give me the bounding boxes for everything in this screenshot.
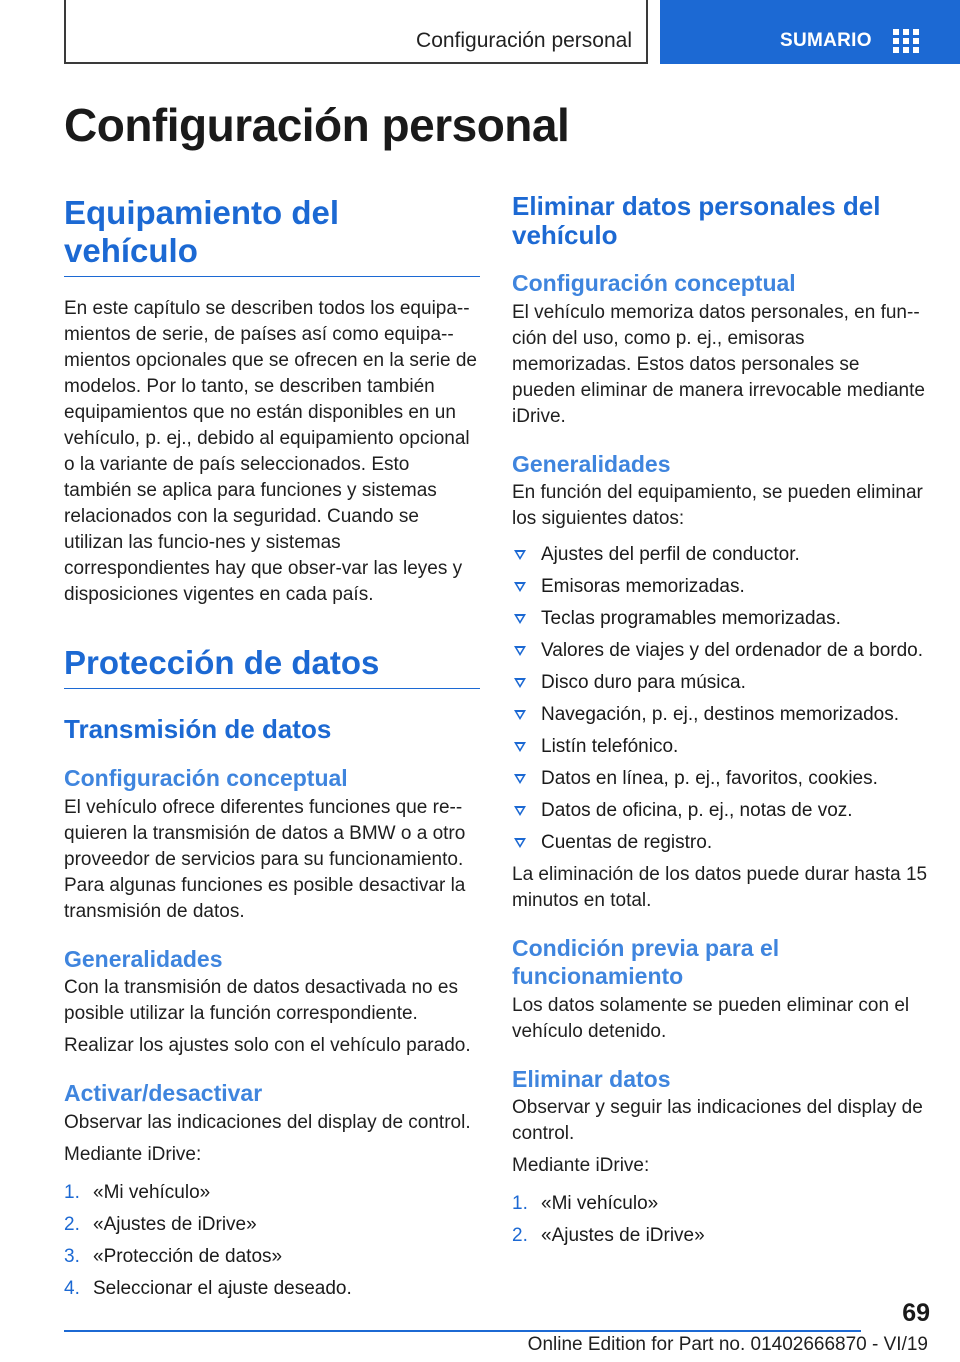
triangle-bullet-icon (514, 838, 526, 848)
list-item (512, 734, 928, 760)
duration-text: La eliminación de los datos puede durar hasta 15 minutos en total. (512, 864, 928, 912)
step-text: «Ajustes de iDrive» (541, 1225, 705, 1247)
heading-proteccion-datos: Protección de datos (64, 644, 480, 689)
step-number: 3. (64, 1245, 80, 1267)
edition-footer: Online Edition for Part no. 01402666870 - VI/19 (527, 1334, 928, 1355)
header-section-title: Configuración personal (416, 29, 632, 52)
triangle-bullet-icon (514, 646, 526, 656)
list-item (512, 638, 928, 664)
heading-transmision-datos: Transmisión de datos (64, 713, 332, 744)
heading-activar-desactivar: Activar/desactivar (64, 1080, 263, 1107)
toc-button-label: SUMARIO (780, 30, 872, 51)
triangle-bullet-icon (514, 582, 526, 592)
heading-configuracion-conceptual-right: Configuración conceptual (512, 270, 796, 297)
list-item-text: Valores de viajes y del ordenador de a bordo. (541, 640, 924, 662)
list-item (64, 1212, 480, 1238)
list-item (512, 574, 928, 600)
equipamiento-text: En este capítulo se describen todos los equipa-mientos de serie, de países así como equipa-mientos opcionales que se ofrecen en la serie de modelos. Por lo tanto, se describen también equipamientos que no están disponibles en un vehículo, p. ej., debido al equipamiento opcional o la variante de país seleccionados. Esto también se aplica para funciones y sistemas relacionados con la seguridad. Cuando se utilizan las funcio-nes y sistemas correspondientes hay que obser-var las leyes y disposiciones vigentes en cada país. (64, 297, 477, 605)
triangle-bullet-icon (514, 742, 526, 752)
triangle-bullet-icon (514, 774, 526, 784)
toggle-text-2: Mediante iDrive: (64, 1143, 202, 1165)
triangle-bullet-icon (514, 614, 526, 624)
list-item-text: Listín telefónico. (541, 736, 679, 758)
list-item (512, 1223, 928, 1249)
heading-eliminar-datos: Eliminar datos (512, 1065, 671, 1092)
page-number: 69 (902, 1299, 930, 1327)
list-item-text: Datos en línea, p. ej., favoritos, cookies. (541, 768, 878, 790)
step-number: 1. (64, 1181, 80, 1203)
heading-eliminar-datos-personales: Eliminar datos personales del vehículo (512, 191, 881, 251)
heading-condicion-previa: Condición previa para el funcionamiento (512, 935, 780, 989)
header-section-box (64, 0, 648, 64)
list-item (512, 1191, 928, 1217)
step-number: 2. (512, 1225, 528, 1247)
list-item-text: Cuentas de registro. (541, 832, 713, 854)
list-item (512, 542, 928, 568)
right-column (512, 192, 928, 1255)
list-item-text: Teclas programables memorizadas. (541, 608, 841, 630)
heading-equipamiento: Equipamiento del vehículo (64, 194, 480, 277)
list-item (512, 670, 928, 696)
triangle-bullet-icon (514, 710, 526, 720)
toggle-text-1: Observar las indicaciones del display de control. (64, 1111, 471, 1133)
triangle-bullet-icon (514, 550, 526, 560)
list-item-text: Navegación, p. ej., destinos memorizados. (541, 704, 900, 726)
list-item (512, 766, 928, 792)
page-title: Configuración personal (64, 99, 570, 151)
list-item-text: Emisoras memorizadas. (541, 576, 745, 598)
toc-button[interactable] (660, 0, 960, 64)
step-text: «Mi vehículo» (541, 1193, 659, 1215)
general-text-right: En función del equipamiento, se pueden eliminar los siguientes datos: (512, 482, 923, 530)
deletable-data-list (512, 542, 928, 856)
delete-text-1: Observar y seguir las indicaciones del display de control. (512, 1097, 923, 1145)
steps-list-left (64, 1180, 480, 1302)
precondition-text: Los datos solamente se pueden eliminar con el vehículo detenido. (512, 994, 910, 1042)
step-number: 2. (64, 1213, 80, 1235)
list-item (64, 1276, 480, 1302)
list-item (512, 606, 928, 632)
concept-text-right: El vehículo memoriza datos personales, en fun-ción del uso, como p. ej., emisoras memorizadas. Estos datos personales se pueden eliminar de manera irrevocable mediante iDrive. (512, 301, 925, 427)
left-column (64, 194, 480, 1308)
footer-divider (64, 1330, 861, 1332)
triangle-bullet-icon (514, 806, 526, 816)
list-item-text: Disco duro para música. (541, 672, 746, 694)
step-number: 1. (512, 1193, 528, 1215)
general-text-left-2: Realizar los ajustes solo con el vehículo parado. (64, 1035, 471, 1057)
concept-text-left: El vehículo ofrece diferentes funciones que re-quieren la transmisión de datos a BMW o a otro proveedor de servicios para su funcionamiento. Para algunas funciones es posible desactivar la transmisión de datos. (64, 796, 466, 922)
list-item-text: Ajustes del perfil de conductor. (541, 544, 800, 566)
steps-list-right (512, 1191, 928, 1249)
heading-configuracion-conceptual-left: Configuración conceptual (64, 764, 348, 791)
list-item (64, 1244, 480, 1270)
step-text: Seleccionar el ajuste deseado. (93, 1277, 352, 1299)
list-item-text: Datos de oficina, p. ej., notas de voz. (541, 800, 853, 822)
step-text: «Ajustes de iDrive» (93, 1213, 257, 1235)
list-item (512, 702, 928, 728)
step-number: 4. (64, 1277, 80, 1299)
step-text: «Protección de datos» (93, 1245, 283, 1267)
general-text-left-1: Con la transmisión de datos desactivada no es posible utilizar la función correspondiente. (64, 977, 458, 1025)
list-item (64, 1180, 480, 1206)
grid-icon (893, 29, 919, 53)
heading-generalidades-left: Generalidades (64, 945, 223, 972)
step-text: «Mi vehículo» (93, 1181, 211, 1203)
triangle-bullet-icon (514, 678, 526, 688)
heading-generalidades-right: Generalidades (512, 450, 671, 477)
delete-text-2: Mediante iDrive: (512, 1155, 650, 1177)
list-item (512, 830, 928, 856)
list-item (512, 798, 928, 824)
